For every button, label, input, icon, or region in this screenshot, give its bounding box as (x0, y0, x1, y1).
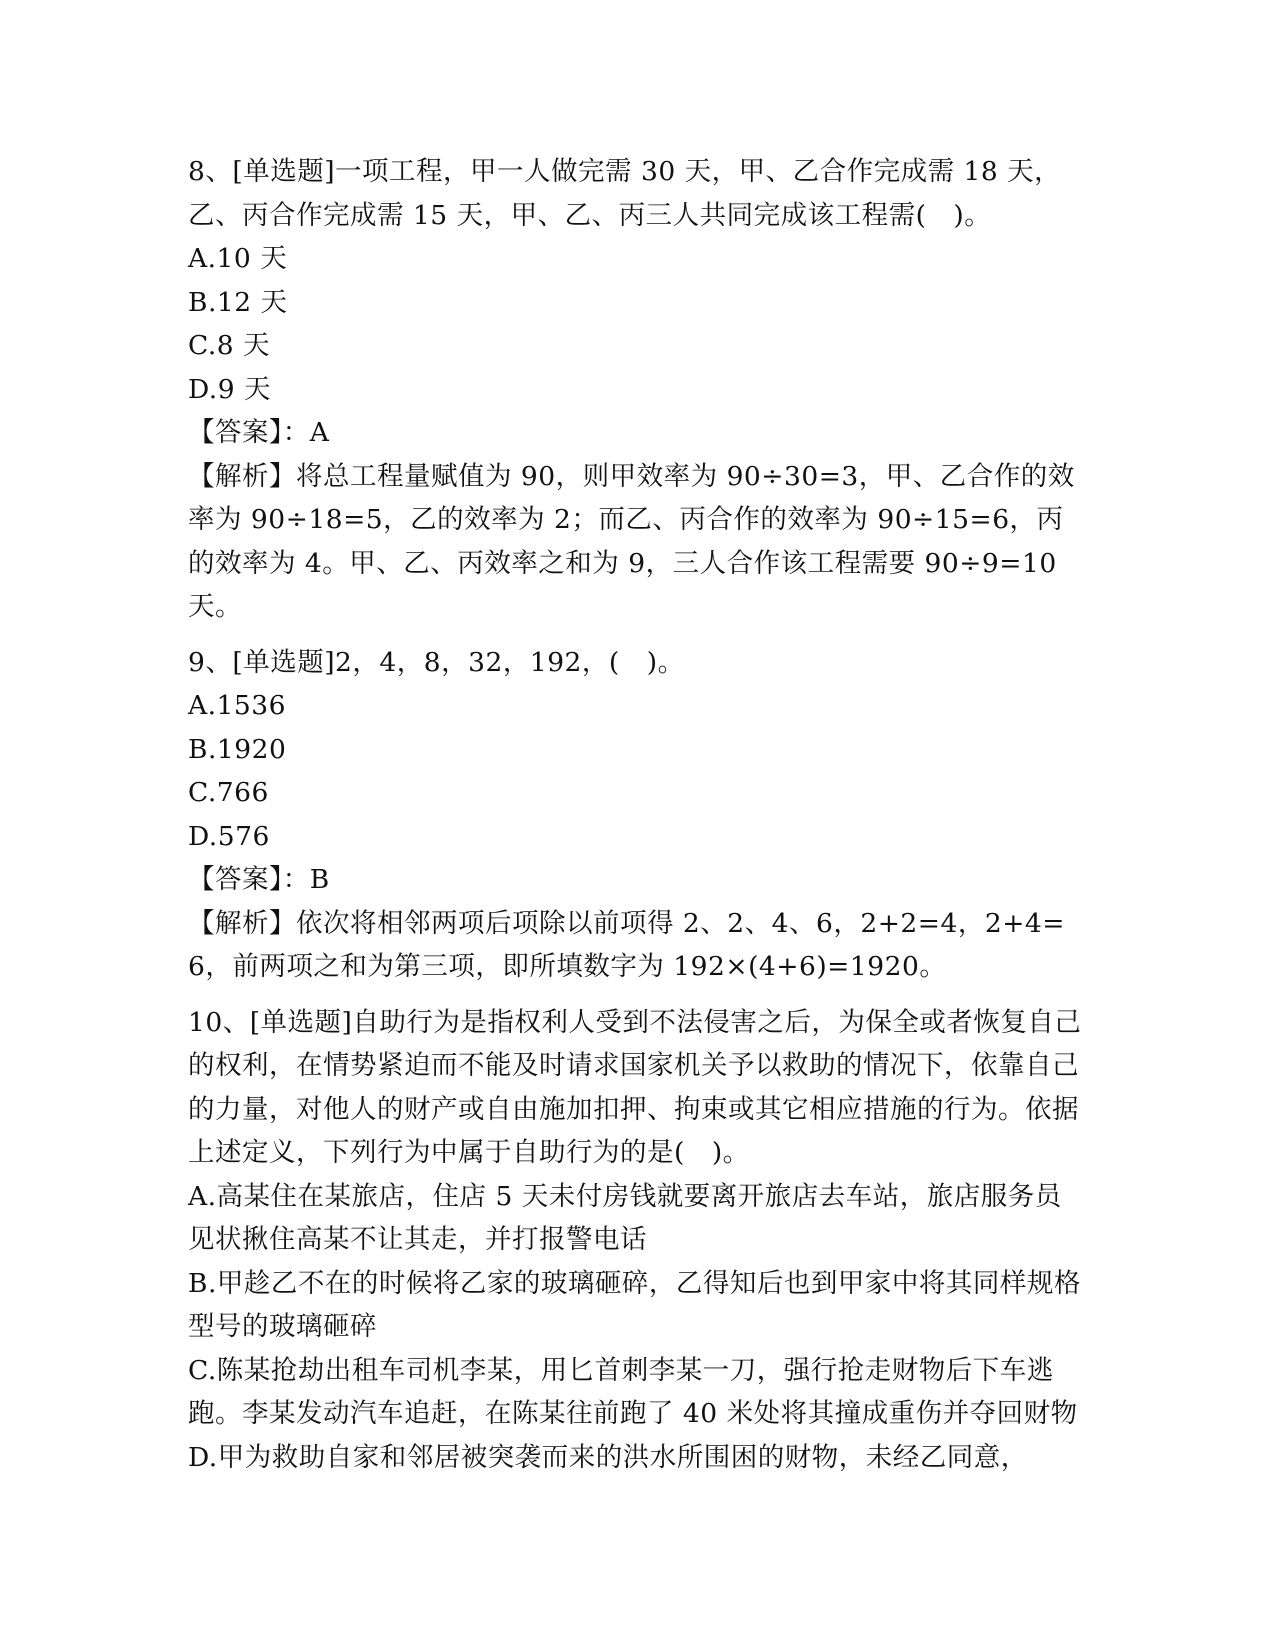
analysis-text: 【解析】依次将相邻两项后项除以前项得 2、2、4、6，2+2=4，2+4=6，前两项之和为第三项，即所填数字为 192×(4+6)=1920。 (188, 907, 1065, 982)
question-8 (188, 150, 1088, 629)
option-b: B.甲趁乙不在的时候将乙家的玻璃砸碎，乙得知后也到甲家中将其同样规格型号的玻璃砸碎 (188, 1267, 1081, 1342)
option-d: D.甲为救助自家和邻居被突袭而来的洪水所围困的财物，未经乙同意， (188, 1441, 1028, 1473)
option-b: B.1920 (188, 733, 287, 765)
option-a: A.高某住在某旅店，住店 5 天未付房钱就要离开旅店去车站，旅店服务员见状揪住高某不让其走，并打报警电话 (188, 1180, 1062, 1255)
question-stem: 10、[单选题]自助行为是指权利人受到不法侵害之后，为保全或者恢复自己的权利，在情势紧迫而不能及时请求国家机关予以救助的情况下，依靠自己的力量，对他人的财产或自由施加扣押、拘束或其它相应措施的行为。依据上述定义，下列行为中属于自助行为的是( )。 (188, 1006, 1082, 1168)
question-stem: 9、[单选题]2，4，8，32，192，( )。 (188, 646, 685, 678)
answer-line: 【答案】：B (188, 864, 330, 895)
answer-line: 【答案】：A (188, 417, 330, 448)
question-9 (188, 641, 1088, 989)
analysis-text: 【解析】将总工程量赋值为 90，则甲效率为 90÷30=3，甲、乙合作的效率为 90÷18=5，乙的效率为 2；而乙、丙合作的效率为 90÷15=6，丙的效率为 4。甲、乙、丙效率之和为 9，三人合作该工程需要 90÷9=10 天。 (188, 460, 1075, 622)
option-d: D.9 天 (188, 373, 272, 405)
option-b: B.12 天 (188, 286, 288, 318)
option-a: A.1536 (188, 690, 287, 721)
exam-content (188, 150, 1088, 1491)
question-stem: 8、[单选题]一项工程，甲一人做完需 30 天，甲、乙合作完成需 18 天，乙、丙合作完成需 15 天，甲、乙、丙三人共同完成该工程需( )。 (188, 156, 1062, 231)
option-c: C.陈某抢劫出租车司机李某，用匕首刺李某一刀，强行抢走财物后下车逃跑。李某发动汽车追赶，在陈某往前跑了 40 米处将其撞成重伤并夺回财物 (188, 1354, 1078, 1429)
option-c: C.8 天 (188, 330, 271, 361)
option-c: C.766 (188, 777, 269, 808)
option-a: A.10 天 (188, 243, 288, 274)
question-10 (188, 1001, 1088, 1480)
option-d: D.576 (188, 820, 270, 852)
